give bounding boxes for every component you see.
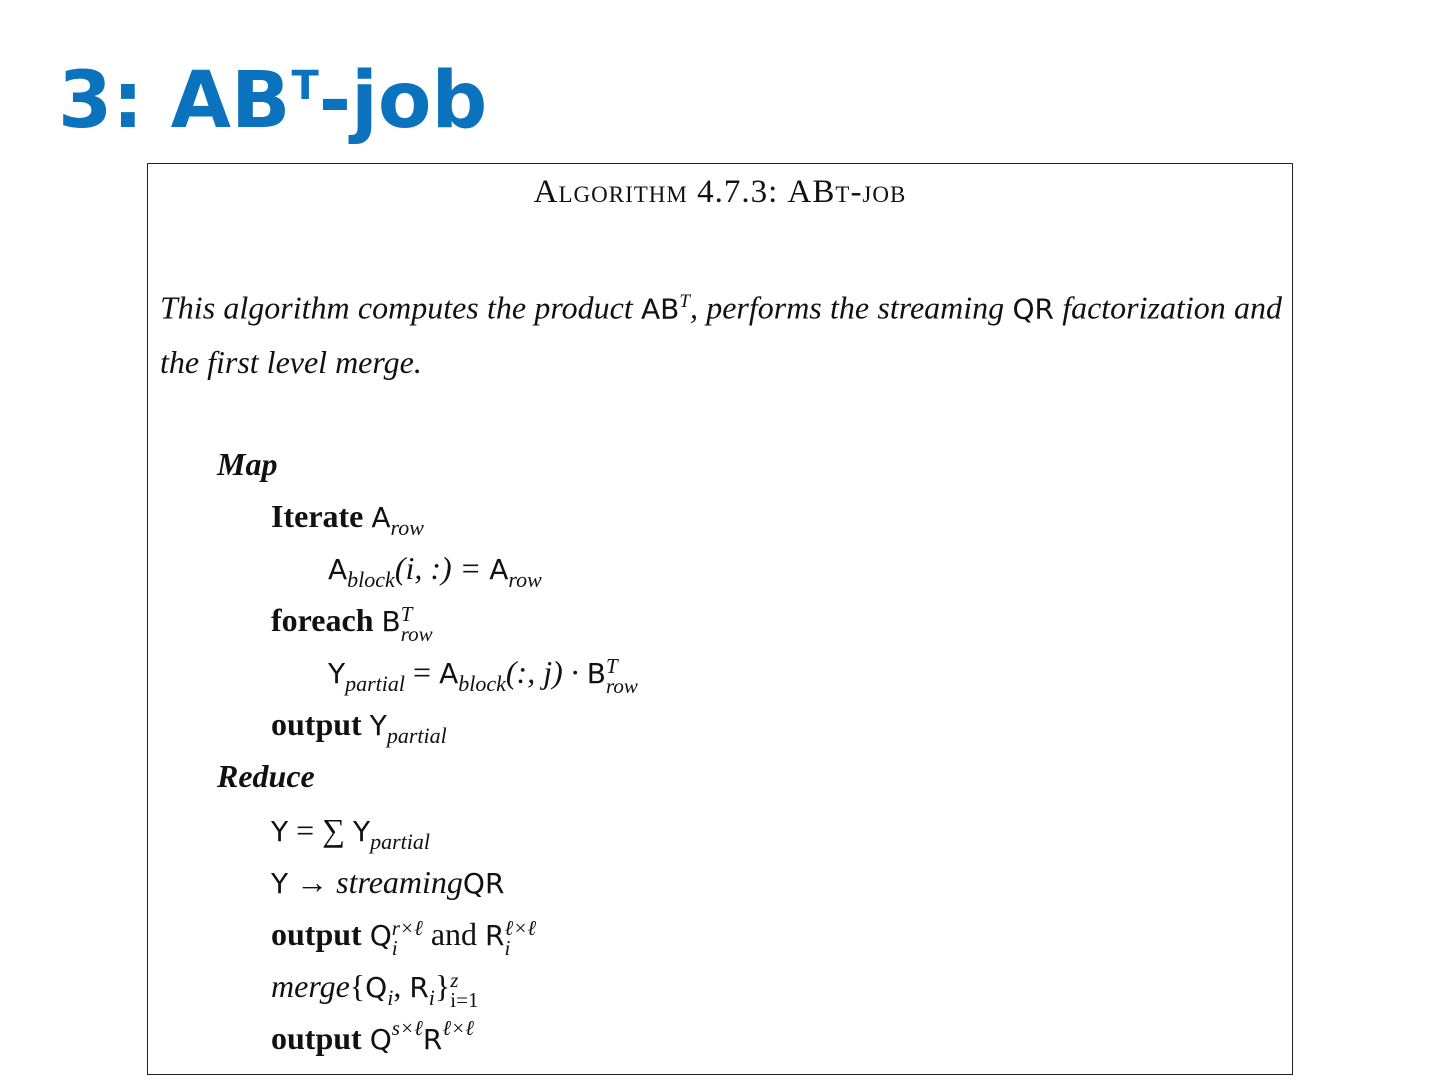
algorithm-box [147, 163, 1293, 1075]
iterate-keyword: Iterate [271, 498, 364, 534]
description-qr: QR [1012, 292, 1054, 326]
ypartial-b-subscript: row [605, 673, 638, 698]
output1-q: Q [369, 919, 392, 952]
ypartial-equals: = [405, 654, 440, 690]
stream-arrow: → [288, 864, 337, 900]
ypartial-index: (:, j) · [505, 654, 587, 690]
foreach-subscript: row [400, 621, 433, 646]
output1-q-scripts [391, 915, 423, 960]
reduce-sum-line [271, 810, 430, 854]
merge-q-subscript: i [387, 985, 394, 1010]
merge-r-subscript: i [428, 985, 435, 1010]
iterate-variable: A [371, 501, 391, 534]
foreach-superscript: T [400, 601, 413, 626]
ypartial-a: A [439, 657, 459, 690]
title-suffix: -job [318, 56, 488, 146]
map-output-line [271, 704, 447, 748]
description-part3: factorization and the first level merge. [160, 289, 1283, 380]
algorithm-caption-name: ABt-job [787, 174, 907, 210]
merge-q: Q [365, 971, 388, 1004]
sum-operator: = ∑ [288, 812, 353, 848]
description-part2: , performs the streaming [689, 289, 1013, 326]
iterate-subscript: row [390, 515, 424, 540]
reduce-stream-line [271, 862, 504, 904]
output1-r-subscript: i [504, 935, 511, 960]
output1-q-superscript: r×ℓ [391, 915, 423, 940]
foreach-variable: B [381, 605, 401, 638]
block-rhs-subscript: row [508, 567, 542, 592]
map-foreach-line [271, 600, 433, 644]
stream-qr: QR [462, 867, 505, 900]
output2-r: R [422, 1023, 443, 1056]
algorithm-caption-prefix: Algorithm 4.7.3: [533, 174, 779, 210]
ypartial-subscript: partial [345, 671, 406, 696]
reduce-output1-line [271, 914, 536, 958]
sum-variable: Y [271, 815, 289, 848]
map-output-subscript: partial [386, 723, 447, 748]
map-output-variable: Y [369, 709, 387, 742]
slide-title [58, 56, 488, 146]
title-superscript: T [291, 63, 319, 109]
merge-close-brace: } [434, 968, 451, 1004]
block-rhs-variable: A [489, 553, 509, 586]
reduce-output1-keyword: output [271, 916, 362, 952]
description-ab-sup: T [679, 291, 690, 312]
map-heading [217, 444, 277, 484]
block-index: (i, :) = [394, 550, 490, 586]
sum-rhs-subscript: partial [370, 829, 430, 854]
block-variable: A [328, 553, 348, 586]
description-part1: This algorithm computes the product [160, 289, 641, 326]
reduce-heading [217, 756, 315, 796]
title-text: 3: AB [58, 56, 291, 146]
ypartial-variable: Y [328, 657, 346, 690]
ypartial-b-scripts [605, 653, 638, 698]
merge-r: R [409, 971, 429, 1004]
algorithm-description [160, 276, 1282, 388]
output1-r-scripts [504, 915, 537, 960]
block-subscript: block [347, 567, 395, 592]
algorithm-caption [148, 174, 1292, 211]
output1-q-subscript: i [391, 935, 398, 960]
merge-superscript: z [450, 967, 459, 992]
reduce-output2-keyword: output [271, 1020, 362, 1056]
merge-open-brace: { [349, 968, 366, 1004]
map-iterate-line [271, 496, 424, 540]
stream-variable: Y [271, 867, 289, 900]
map-ypartial-line [328, 652, 638, 696]
ypartial-a-subscript: block [458, 671, 506, 696]
foreach-scripts [400, 601, 433, 646]
ypartial-b: B [586, 657, 606, 690]
merge-comma: , [393, 968, 410, 1004]
output1-r: R [485, 919, 505, 952]
sum-rhs-variable: Y [352, 815, 371, 848]
output2-q-superscript: s×ℓ [391, 1016, 423, 1040]
output1-r-superscript: ℓ×ℓ [504, 915, 537, 940]
output2-q: Q [369, 1023, 392, 1056]
map-block-line [328, 548, 542, 592]
output1-and: and [422, 916, 486, 952]
output2-r-superscript: ℓ×ℓ [442, 1016, 474, 1040]
foreach-keyword: foreach [271, 602, 374, 638]
stream-word: streaming [336, 864, 463, 900]
reduce-label: Reduce [217, 758, 315, 794]
merge-subscript: i=1 [450, 987, 479, 1012]
reduce-output2-line [271, 1018, 474, 1062]
description-ab: AB [640, 292, 680, 326]
merge-word: merge [271, 968, 350, 1004]
ypartial-b-superscript: T [605, 653, 618, 678]
map-label: Map [217, 446, 278, 482]
reduce-merge-line [271, 966, 478, 1010]
map-output-keyword: output [271, 706, 362, 742]
merge-scripts [450, 967, 479, 1012]
